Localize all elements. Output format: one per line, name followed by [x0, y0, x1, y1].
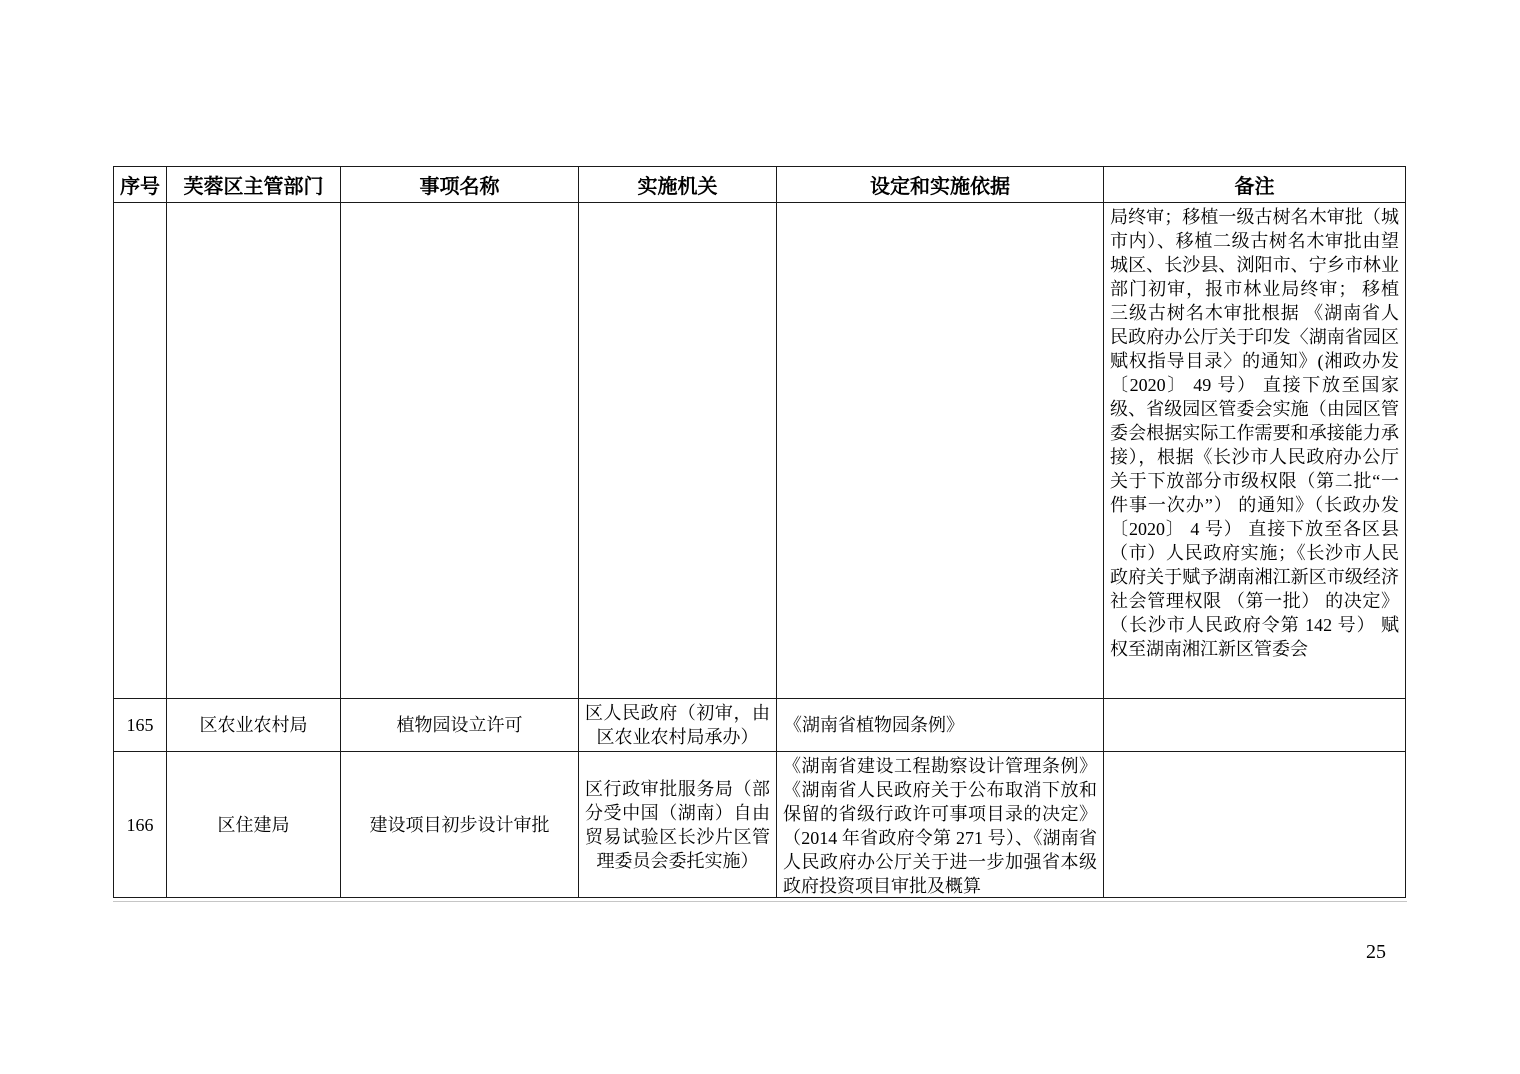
- cell-seq: [114, 203, 167, 699]
- cell-item: 建设项目初步设计审批: [341, 752, 579, 898]
- cell-dept: [167, 203, 341, 699]
- cell-basis: [777, 203, 1104, 699]
- page-break-line: [113, 901, 1407, 902]
- cell-remark: [1104, 699, 1406, 752]
- cell-dept: 区住建局: [167, 752, 341, 898]
- header-dept: 芙蓉区主管部门: [167, 167, 341, 203]
- header-basis: 设定和实施依据: [777, 167, 1104, 203]
- table-header-row: [114, 167, 1406, 203]
- cell-remark: [1104, 203, 1406, 699]
- header-seq: 序号: [114, 167, 167, 203]
- cell-basis: [777, 752, 1104, 898]
- header-item: 事项名称: [341, 167, 579, 203]
- cell-item: [341, 203, 579, 699]
- cell-seq: 166: [114, 752, 167, 898]
- cell-agency: [579, 203, 777, 699]
- cell-remark: [1104, 752, 1406, 898]
- remark-text: 局终审；移植一级古树名木审批（城市内）、移植二级古树名木审批由望城区、长沙县、浏阳市、宁乡市林业部门初审，报市林业局终审； 移植三级古树名木审批根据 《湖南省人民政府办公厅关于印发〈湖南省园区赋权指导目录〉的通知》(湘政办发 〔2020〕 49 号） 直接下放至国家级、省级园区管委会实施（由园区管委会根据实际工作需要和承接能力承接），根据《长沙市人民政府办公厅关于下放部分市级权限（第二批“一件事一次办”） 的通知》（长政办发 〔2020〕 4 号） 直接下放至各区县（市）人民政府实施；《长沙市人民政府关于赋予湖南湘江新区市级经济社会管理权限 （第一批） 的决定》（长沙市人民政府令第 142 号） 赋权至湖南湘江新区管委会: [1110, 207, 1399, 659]
- header-remark: 备注: [1104, 167, 1406, 203]
- page-number: 25: [1366, 941, 1386, 963]
- cell-agency: 区人民政府（初审，由区农业农村局承办）: [579, 699, 777, 752]
- table-row-165: [114, 699, 1406, 752]
- cell-dept: 区农业农村局: [167, 699, 341, 752]
- header-agency: 实施机关: [579, 167, 777, 203]
- table-row-continuation: [114, 203, 1406, 699]
- cell-basis: 《湖南省植物园条例》: [777, 699, 1104, 752]
- cell-item: 植物园设立许可: [341, 699, 579, 752]
- cell-agency: 区行政审批服务局（部分受中国（湖南）自由贸易试验区长沙片区管理委员会委托实施）: [579, 752, 777, 898]
- table-row-166: [114, 752, 1406, 898]
- basis-text: 《湖南省建设工程勘察设计管理条例》《湖南省人民政府关于公布取消下放和保留的省级行政许可事项目录的决定》（2014 年省政府令第 271 号）、《湖南省人民政府办公厅关于进一步加强省本级政府投资项目审批及概算: [783, 756, 1097, 894]
- cell-seq: 165: [114, 699, 167, 752]
- approval-items-table: [113, 166, 1406, 898]
